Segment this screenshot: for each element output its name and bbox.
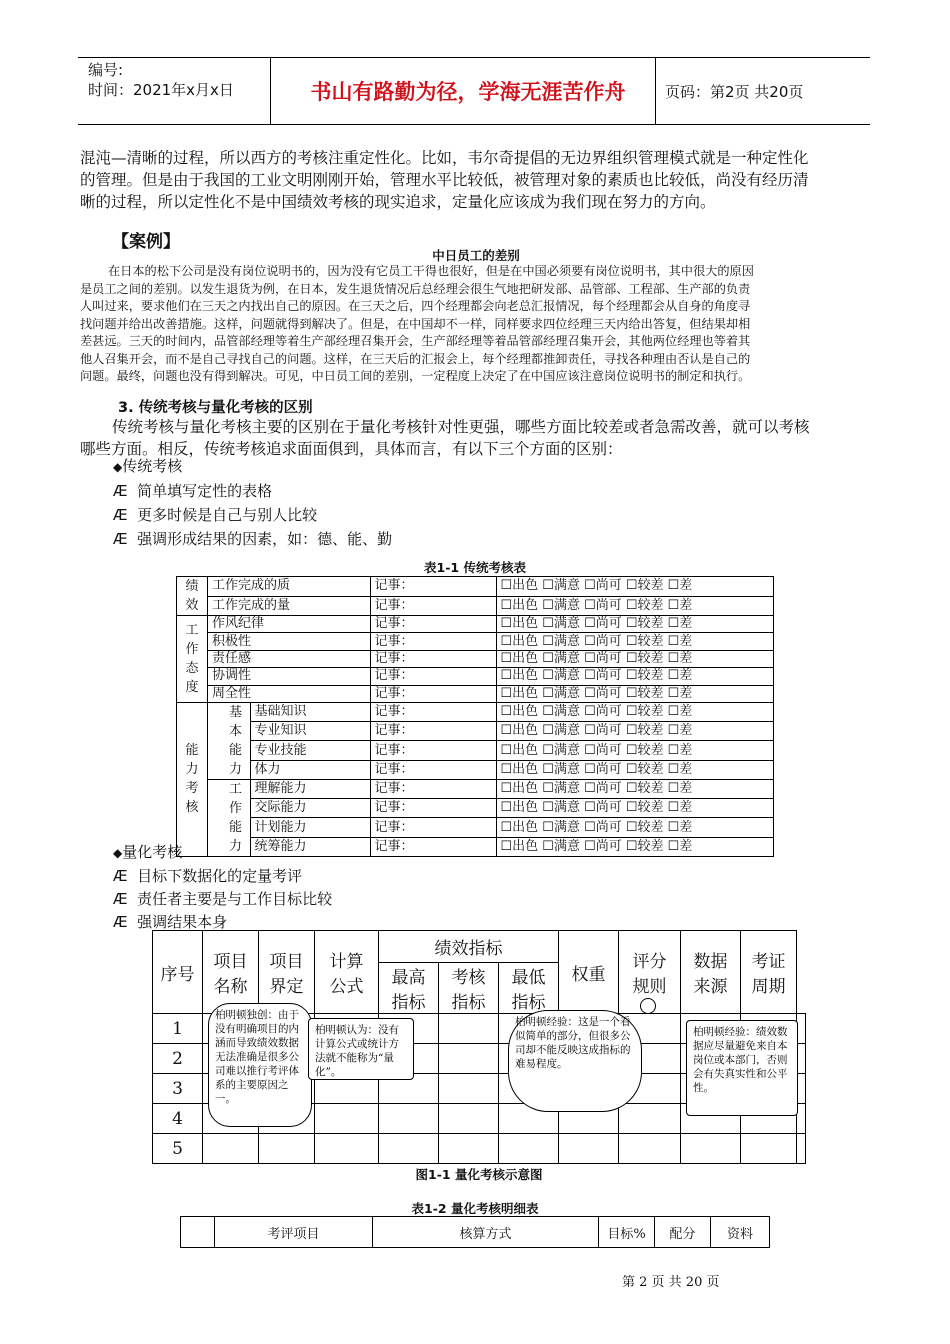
item-cell: 周全性 — [208, 685, 371, 702]
header-cell: 考评项目 — [215, 1217, 373, 1248]
note-cell[interactable]: 记事： — [370, 818, 496, 837]
rating-options[interactable]: ☐出色 ☐满意 ☐尚可 ☐较差 ☐差 — [496, 722, 774, 741]
note-cell[interactable]: 记事： — [370, 702, 496, 721]
motto: 书山有路勤为径，学海无涯苦作舟 — [310, 80, 626, 104]
case-line: 人叫过来，要求他们在三天之内找出自己的原因。在三天之后，四个经理都会向老总汇报情况，每个经理都会从自身的角度寻 — [80, 299, 751, 313]
traditional-assessment-table — [176, 576, 774, 857]
section-line: 哪些方面。相反，传统考核追求面面俱到，具体而言，有以下三个方面的区别： — [80, 440, 623, 458]
row-number: 4 — [153, 1104, 203, 1134]
group-label: 绩效 — [177, 577, 208, 616]
rating-options[interactable]: ☐出色 ☐满意 ☐尚可 ☐较差 ☐差 — [496, 818, 774, 837]
header-cell: 核算方式 — [373, 1217, 599, 1248]
table-row — [177, 616, 774, 633]
header-top-rule — [78, 57, 870, 58]
subgroup-label: 基本能力 — [222, 702, 251, 779]
header-period: 考证周期 — [741, 931, 797, 1014]
header-max: 最高指标 — [379, 963, 439, 1014]
item-cell: 交际能力 — [250, 799, 370, 818]
rating-options[interactable]: ☐出色 ☐满意 ☐尚可 ☐较差 ☐差 — [496, 760, 774, 779]
rating-options[interactable]: ☐出色 ☐满意 ☐尚可 ☐较差 ☐差 — [496, 650, 774, 667]
list-title: 量化考核 — [122, 843, 183, 861]
note-cell[interactable]: 记事： — [370, 779, 496, 798]
case-line: 找问题并给出改善措施。这样，问题就得到解决了。但是，在中国却不一样，同样要求四位经理三天内给出答复，但结果却相 — [80, 316, 751, 331]
table-row — [177, 818, 774, 837]
rating-options[interactable]: ☐出色 ☐满意 ☐尚可 ☐较差 ☐差 — [496, 616, 774, 633]
table1-caption: 表1-1 传统考核表 — [424, 560, 526, 575]
table-row — [177, 741, 774, 760]
intro-line: 晰的过程，所以定性化不是中国绩效考核的现实追求，定量化应该成为我们现在努力的方向。 — [80, 193, 716, 211]
row-number: 1 — [153, 1014, 203, 1044]
item-cell: 专业知识 — [250, 722, 370, 741]
callout-bubble: 柏明顿经验：这是一个看似简单的部分，但很多公司却不能反映这成指标的难易程度。 — [508, 1010, 642, 1112]
bullet-icon: Æ — [113, 867, 128, 885]
list-item: 责任者主要是与工作目标比较 — [137, 890, 333, 908]
note-cell[interactable]: 记事： — [370, 760, 496, 779]
case-body — [80, 263, 880, 386]
bullet-icon: Æ — [113, 890, 128, 908]
header-meta — [88, 60, 234, 100]
table-row — [177, 799, 774, 818]
header-cell: 配分 — [655, 1217, 711, 1248]
intro-line: 的管理。但是由于我国的工业文明刚刚开始，管理水平比较低，被管理对象的素质也比较低，尚没有经历清 — [80, 171, 809, 189]
case-line: 差甚远。三天的时间内，品管部经理等着生产部经理召集开会，生产部经理等着品管部经理召集开会，其他两位经理也等着其 — [80, 334, 751, 348]
intro-paragraph — [80, 147, 872, 213]
list-item: 更多时候是自己与别人比较 — [137, 506, 318, 524]
page-label: 页码：第2页 共20页 — [665, 83, 804, 101]
header-min: 最低指标 — [499, 963, 559, 1014]
item-cell: 责任感 — [208, 650, 371, 667]
item-cell: 体力 — [250, 760, 370, 779]
note-cell[interactable]: 记事： — [370, 722, 496, 741]
bullet-icon: Æ — [113, 482, 128, 500]
section-paragraph — [80, 416, 872, 460]
rating-options[interactable]: ☐出色 ☐满意 ☐尚可 ☐较差 ☐差 — [496, 668, 774, 685]
section-heading: 3. 传统考核与量化考核的区别 — [118, 400, 313, 416]
section-line: 传统考核与量化考核主要的区别在于量化考核针对性更强，哪些方面比较差或者急需改善，就可以考核 — [112, 418, 810, 436]
header-weight: 权重 — [559, 931, 619, 1014]
note-cell[interactable]: 记事： — [370, 668, 496, 685]
rating-options[interactable]: ☐出色 ☐满意 ☐尚可 ☐较差 ☐差 — [496, 799, 774, 818]
row-number: 5 — [153, 1134, 203, 1164]
note-cell[interactable]: 记事： — [370, 837, 496, 856]
header-divider — [270, 58, 271, 124]
note-cell[interactable]: 记事： — [370, 577, 496, 597]
rating-options[interactable]: ☐出色 ☐满意 ☐尚可 ☐较差 ☐差 — [496, 741, 774, 760]
item-cell: 统筹能力 — [250, 837, 370, 856]
header-kpi: 绩效指标 — [379, 931, 559, 963]
table-row — [177, 685, 774, 702]
diamond-icon: ◆ — [113, 460, 123, 474]
note-cell[interactable]: 记事： — [370, 685, 496, 702]
row-number: 3 — [153, 1074, 203, 1104]
group-label: 工作态度 — [177, 616, 208, 703]
group-label: 能力考核 — [177, 702, 208, 856]
list-item: 简单填写定性的表格 — [137, 482, 273, 500]
list-item: 强调形成结果的因素，如：德、能、勤 — [137, 530, 393, 548]
time-label: 时间：2021年x月x日 — [88, 81, 234, 99]
callout-bubble: 柏明顿经验：绩效数据应尽量避免来自本岗位或本部门，否则会有失真实性和公平性。 — [686, 1020, 798, 1116]
intro-line: 混沌—清晰的过程，所以西方的考核注重定性化。比如，韦尔奇提倡的无边界组织管理模式就是一种定性化 — [80, 149, 809, 167]
header-divider — [655, 58, 656, 124]
table-row — [177, 760, 774, 779]
row-number: 2 — [153, 1044, 203, 1074]
table-row — [177, 779, 774, 798]
figure1-caption: 图1-1 量化考核示意图 — [415, 1167, 543, 1182]
header-bottom-rule — [78, 124, 870, 125]
note-cell[interactable]: 记事： — [370, 799, 496, 818]
rating-options[interactable]: ☐出色 ☐满意 ☐尚可 ☐较差 ☐差 — [496, 596, 774, 616]
callout-bubble: 柏明顿认为：没有计算公式或统计方法就不能称为“量化”。 — [308, 1018, 414, 1080]
header-cell: 资料 — [711, 1217, 770, 1248]
header-rule: 评分规则 — [619, 931, 681, 1014]
note-cell[interactable]: 记事： — [370, 633, 496, 650]
table-row — [177, 596, 774, 616]
note-cell[interactable]: 记事： — [370, 596, 496, 616]
callout-bubble: 柏明顿独创：由于没有明确项目的内涵而导致绩效数据无法准确是很多公司难以推行考评体系的主要原因之一。 — [208, 1003, 312, 1127]
item-cell: 基础知识 — [250, 702, 370, 721]
table-row — [177, 633, 774, 650]
header-cell: 目标% — [599, 1217, 655, 1248]
case-line: 在日本的松下公司是没有岗位说明书的，因为没有它员工干得也很好，但是在中国必须要有岗位说明书，其中很大的原因 — [108, 264, 754, 278]
note-cell[interactable]: 记事： — [370, 741, 496, 760]
list-title: 传统考核 — [122, 457, 183, 475]
item-cell: 作风纪律 — [208, 616, 371, 633]
case-line: 他人召集开会，而不是自己寻找自己的问题。这样，在三天后的汇报会上，每个经理都推卸责任，寻找各种理由否认是自己的 — [80, 351, 751, 366]
table-row — [177, 702, 774, 721]
header-source: 数据来源 — [681, 931, 741, 1014]
list-item: 目标下数据化的定量考评 — [137, 867, 303, 885]
table-row — [177, 722, 774, 741]
table-row — [177, 668, 774, 685]
note-cell[interactable]: 记事： — [370, 650, 496, 667]
header-seq: 序号 — [153, 931, 203, 1014]
note-cell[interactable]: 记事： — [370, 616, 496, 633]
header-cell — [181, 1217, 215, 1248]
header-assess: 考核指标 — [439, 963, 499, 1014]
bullet-icon: Æ — [113, 530, 128, 548]
number-label: 编号: — [88, 61, 124, 79]
rating-options[interactable]: ☐出色 ☐满意 ☐尚可 ☐较差 ☐差 — [496, 577, 774, 597]
item-cell: 协调性 — [208, 668, 371, 685]
list-item: 强调结果本身 — [137, 913, 228, 931]
item-cell: 理解能力 — [250, 779, 370, 798]
subgroup-label: 工作能力 — [222, 779, 251, 856]
quantified-list — [113, 841, 332, 933]
rating-options[interactable]: ☐出色 ☐满意 ☐尚可 ☐较差 ☐差 — [496, 685, 774, 702]
item-cell: 计划能力 — [250, 818, 370, 837]
rating-options[interactable]: ☐出色 ☐满意 ☐尚可 ☐较差 ☐差 — [496, 633, 774, 650]
page-footer: 第 2 页 共 20 页 — [622, 1275, 720, 1290]
case-heading: 【案例】 — [112, 232, 180, 252]
item-cell: 工作完成的质 — [208, 577, 371, 597]
bullet-icon: Æ — [113, 506, 128, 524]
diamond-icon: ◆ — [113, 846, 123, 860]
case-line: 是员工之间的差别。以发生退货为例，在日本，发生退货情况后总经理会很生气地把研发部、品管部、工程部、生产部的负责 — [80, 281, 751, 296]
thought-dot — [640, 998, 656, 1014]
table2-caption: 表1-2 量化考核明细表 — [411, 1201, 539, 1216]
case-title: 中日员工的差别 — [432, 248, 520, 263]
item-cell: 积极性 — [208, 633, 371, 650]
quantified-detail-table — [180, 1216, 770, 1248]
bullet-icon: Æ — [113, 913, 128, 931]
header-item-name: 项目名称 — [203, 931, 259, 1014]
table-row — [181, 1217, 770, 1248]
case-line: 问题。最终，问题也没有得到解决。可见，中日员工间的差别，一定程度上决定了在中国应该注意岗位说明书的制定和执行。 — [80, 369, 751, 383]
table-row — [177, 650, 774, 667]
rating-options[interactable]: ☐出色 ☐满意 ☐尚可 ☐较差 ☐差 — [496, 837, 774, 856]
item-cell: 专业技能 — [250, 741, 370, 760]
item-cell: 工作完成的量 — [208, 596, 371, 616]
rating-options[interactable]: ☐出色 ☐满意 ☐尚可 ☐较差 ☐差 — [496, 779, 774, 798]
traditional-list — [113, 455, 392, 550]
header-item-define: 项目界定 — [259, 931, 315, 1014]
header-formula: 计算公式 — [315, 931, 379, 1014]
rating-options[interactable]: ☐出色 ☐满意 ☐尚可 ☐较差 ☐差 — [496, 702, 774, 721]
table-row — [177, 577, 774, 597]
